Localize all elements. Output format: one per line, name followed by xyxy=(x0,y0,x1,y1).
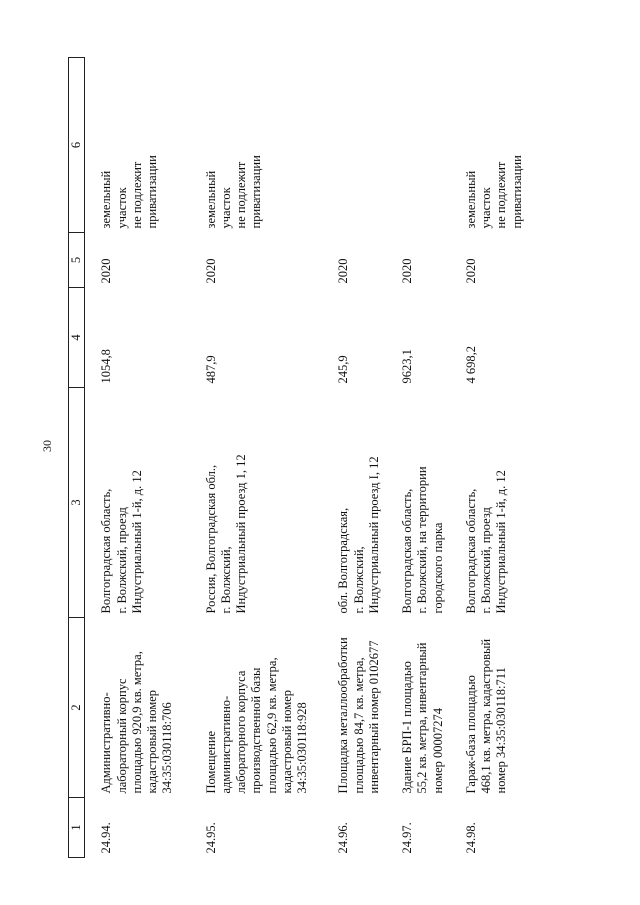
text-line: городского парка xyxy=(430,522,445,614)
area-cell: 245,9 xyxy=(336,355,351,384)
text-line: не подлежит xyxy=(494,161,509,229)
text-line: приватизации xyxy=(145,155,159,229)
area-cell: 9623,1 xyxy=(400,349,414,384)
note-cell xyxy=(322,58,392,233)
note-cell xyxy=(85,58,190,233)
row-number-cell: 24.95. xyxy=(203,822,218,854)
text-line: Помещение xyxy=(203,730,218,794)
table-row xyxy=(454,58,539,858)
text-line: Индустриальный проезд I, 12 xyxy=(366,456,381,614)
text-line: Индустриальный 1-й, д. 12 xyxy=(129,470,144,614)
text-line: Административно- xyxy=(99,692,114,794)
text-line: 55,2 кв. метра, инвентарный xyxy=(415,642,430,794)
address-cell xyxy=(85,388,190,618)
text-line: Россия, Волгоградская обл., xyxy=(203,464,218,614)
address-cell xyxy=(392,388,454,618)
text-line: Волгоградская область, xyxy=(99,488,114,614)
text-line: г. Волжский, проезд xyxy=(479,507,493,614)
object-name-cell xyxy=(454,618,539,798)
row-number-cell: 24.96. xyxy=(336,822,351,854)
text-line: кадастровый номер xyxy=(279,689,294,794)
row-number-cell: 24.97. xyxy=(400,822,414,854)
text-line: Волгоградская область, xyxy=(463,488,478,614)
address-cell xyxy=(454,388,539,618)
address-cell xyxy=(322,388,392,618)
text-line: лабораторный корпус xyxy=(114,678,129,794)
text-line: Здание БРП-1 площадью xyxy=(400,661,414,794)
property-table xyxy=(68,57,539,858)
note-cell xyxy=(454,58,539,233)
text-line: площадью 84,7 кв. метра, xyxy=(351,657,366,794)
year-cell: 2020 xyxy=(99,258,114,284)
text-line: административно- xyxy=(218,695,233,794)
property-table-rotated xyxy=(68,58,555,858)
column-header-5: 5 xyxy=(69,233,85,288)
text-line: Индустриальный 1-й, д. 12 xyxy=(494,470,509,614)
year-cell: 2020 xyxy=(463,258,478,284)
text-line: Гараж-база площадью xyxy=(463,675,478,794)
text-line: 34:35:030118:706 xyxy=(160,702,175,794)
text-line: земельный xyxy=(203,170,218,229)
column-header-4: 4 xyxy=(69,288,85,388)
text-line: кадастровый номер xyxy=(145,689,159,794)
table-row xyxy=(85,58,190,858)
year-cell: 2020 xyxy=(336,258,351,284)
year-cell: 2020 xyxy=(203,258,218,284)
column-header-3: 3 xyxy=(69,388,85,618)
column-header-1: 1 xyxy=(69,798,85,858)
text-line: Площадка металлообработки xyxy=(336,637,351,794)
area-cell: 1054,8 xyxy=(99,349,114,384)
table-row xyxy=(392,58,454,858)
table-row xyxy=(190,58,323,858)
text-line: площадью 920,9 кв. метра, xyxy=(129,651,144,794)
text-line: не подлежит xyxy=(129,161,144,229)
area-cell: 487,9 xyxy=(203,355,218,384)
object-name-cell xyxy=(322,618,392,798)
text-line: площадью 62,9 кв. метра, xyxy=(264,657,279,794)
note-cell xyxy=(190,58,323,233)
text-line: участок xyxy=(114,187,129,229)
text-line: инвентарный номер 0102677 xyxy=(366,640,381,794)
object-name-cell xyxy=(392,618,454,798)
text-line: 468,1 кв. метра, кадастровый xyxy=(479,638,493,794)
text-line: г. Волжский, xyxy=(351,546,366,614)
text-line: г. Волжский, на территории xyxy=(415,466,430,614)
text-line: Индустриальный проезд 1, 12 xyxy=(234,454,248,614)
object-name-cell xyxy=(190,618,323,798)
column-header-2: 2 xyxy=(69,618,85,798)
text-line: г. Волжский, проезд xyxy=(114,507,129,614)
text-line: 34:35:030118:928 xyxy=(295,702,309,794)
address-cell xyxy=(190,388,323,618)
column-number-header-row xyxy=(69,58,85,858)
text-line: земельный xyxy=(99,170,114,229)
column-header-6: 6 xyxy=(69,58,85,233)
text-line: производственной базы xyxy=(249,667,264,794)
text-line: лабораторного корпуса xyxy=(234,670,248,794)
text-line: земельный xyxy=(463,170,478,229)
table-row xyxy=(322,58,392,858)
area-cell: 4 698,2 xyxy=(463,346,478,384)
note-cell xyxy=(392,58,454,233)
text-line: обл. Волгоградская, xyxy=(336,507,351,614)
text-line: приватизации xyxy=(509,155,524,229)
row-number-cell: 24.94. xyxy=(99,822,114,854)
year-cell: 2020 xyxy=(400,258,414,284)
text-line: приватизации xyxy=(249,155,264,229)
text-line: номер 34:35:030118:711 xyxy=(494,667,509,794)
text-line: Волгоградская область, xyxy=(400,488,414,614)
text-line: г. Волжский, xyxy=(218,546,233,614)
row-number-cell: 24.98. xyxy=(463,822,478,854)
text-line: участок xyxy=(479,187,493,229)
text-line: участок xyxy=(218,187,233,229)
page-number: 30 xyxy=(40,440,54,452)
text-line: номер 00007274 xyxy=(430,707,445,794)
text-line: не подлежит xyxy=(234,161,248,229)
object-name-cell xyxy=(85,618,190,798)
